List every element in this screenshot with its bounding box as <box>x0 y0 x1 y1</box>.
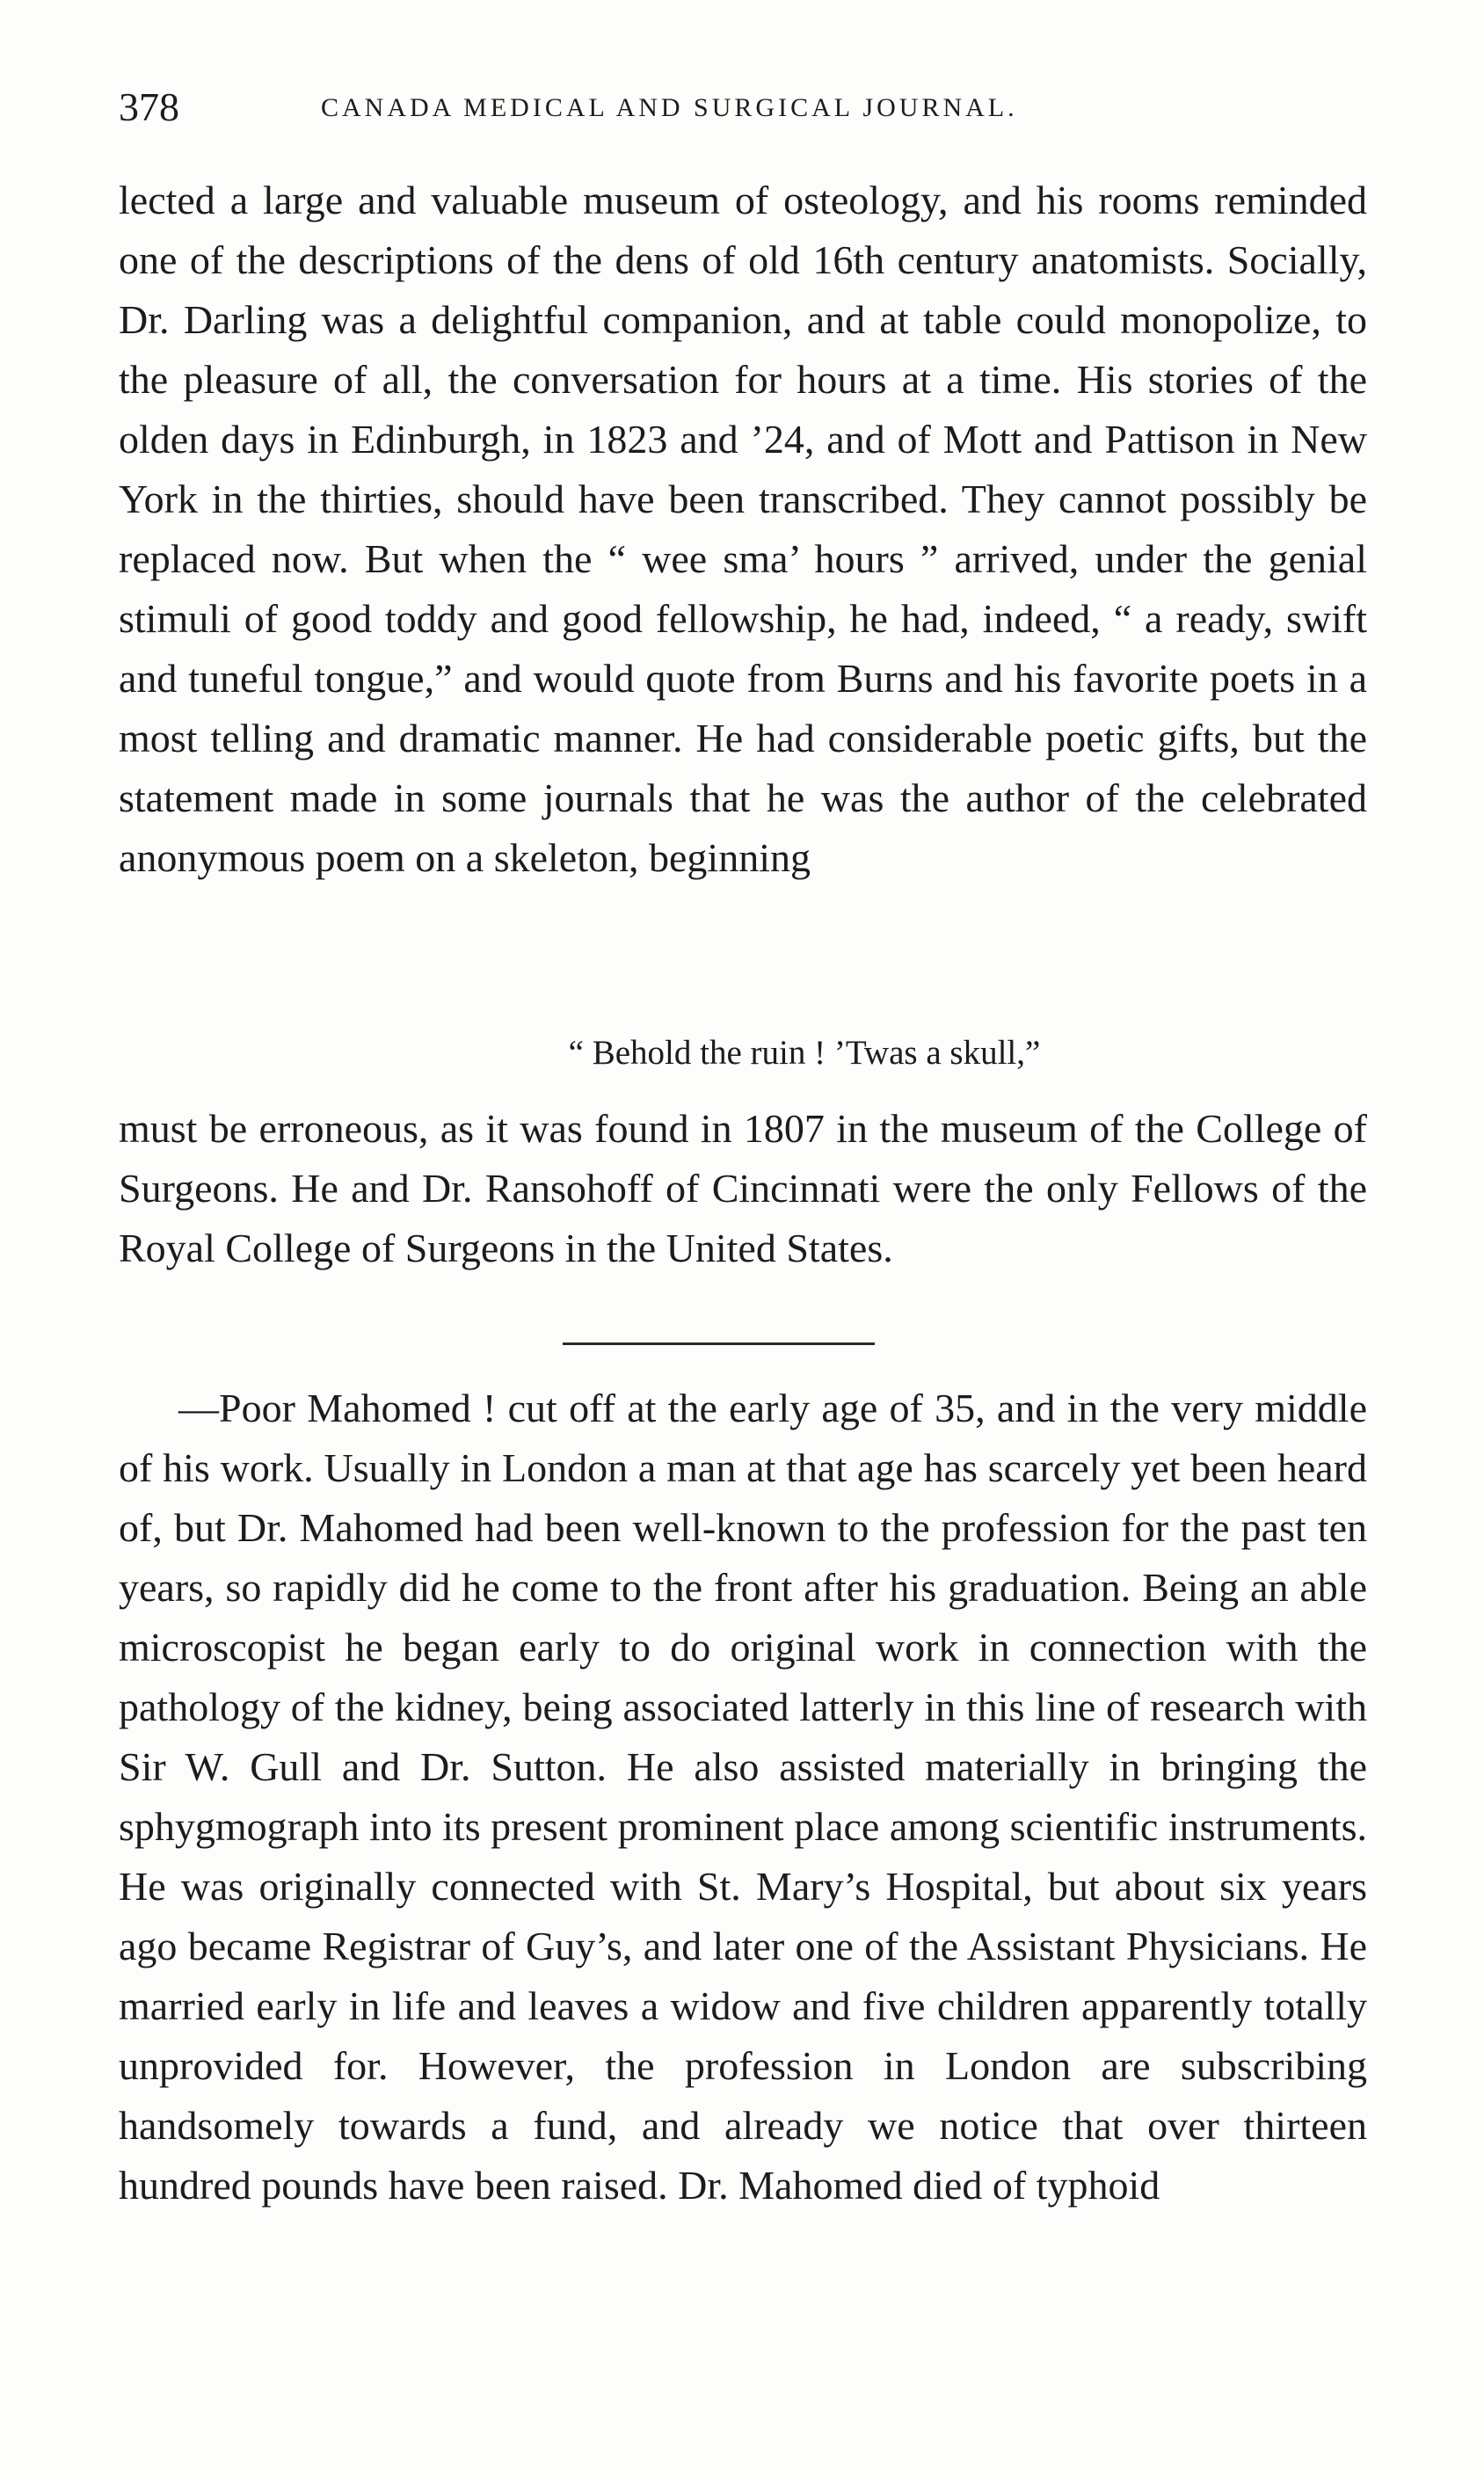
paragraph-darling-continued: lected a large and valuable museum of osteology, and his rooms reminded one of the descriptions of the dens of old 16th century anatomists. Socially, Dr. Darling was a delightful companion, and at table could monopolize, to the pleasure of all, the conversation for hours at a time. His stories of the olden days in Edinburgh, in 1823 and ’24, and of Mott and Pattison in New York in the thirties, should have been transcribed. They cannot possibly be replaced now. But when the “ wee sma’ hours ” arrived, under the genial stimuli of good toddy and good fellowship, he had, indeed, “ a ready, swift and tuneful tongue,” and would quote from Burns and his favorite poets in a most telling and dramatic manner. He had considerable poetic gifts, but the statement made in some journals that he was the author of the celebrated anonymous poem on a skeleton, beginning <box>119 178 1367 880</box>
poem-quote: “ Behold the ruin ! ’Twas a skull,” <box>568 1034 1041 1072</box>
paragraph-mahomed: —Poor Mahomed ! cut off at the early age of 35, and in the very middle of his work. Usually in London a man at that age has scarcely yet been heard of, but Dr. Mahomed had been well-known to the profession for the past ten years, so rapidly did he come to the front after his graduation. Being an able microscopist he began early to do original work in connection with the pathology of the kidney, being associated latterly in this line of research with Sir W. Gull and Dr. Sutton. He also assisted materially in bringing the sphygmograph into its present prominent place among scientific instruments. He was originally connected with St. Mary’s Hospital, but about six years ago became Registrar of Guy’s, and later one of the Assistant Physicians. He married early in life and leaves a widow and five children apparently totally unprovided for. However, the profession in London are subscribing handsomely towards a fund, and already we notice that over thirteen hundred pounds have been raised. Dr. Mahomed died of typhoid <box>119 1386 1367 2208</box>
page-number: 378 <box>119 84 179 129</box>
section-divider <box>563 1342 875 1345</box>
page-header <box>119 81 1367 134</box>
running-head: CANADA MEDICAL AND SURGICAL JOURNAL. <box>321 93 1018 122</box>
paragraph-darling-conclusion: must be erroneous, as it was found in 1807 in the museum of the College of Surgeons. He and Dr. Ransohoff of Cincinnati were the only Fellows of the Royal College of Surgeons in the United States. <box>119 1106 1367 1270</box>
